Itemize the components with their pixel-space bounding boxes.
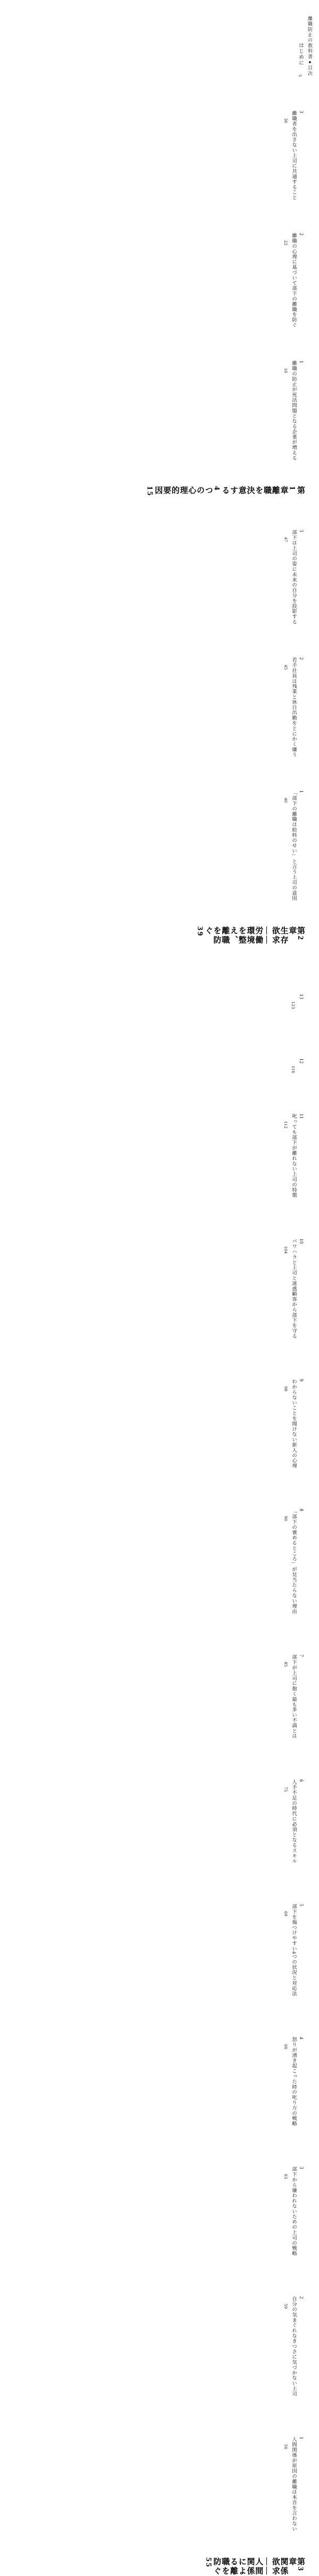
item-number: 5	[298, 1904, 304, 1907]
chapter-2-label: 第2章	[288, 926, 305, 941]
toc-item	[290, 1009, 304, 1073]
chapter-1-name: 離職を決意する4つの心理的要因	[154, 486, 280, 496]
item-number: 1	[298, 2437, 304, 2440]
item-text: 人間関係が原因の離職は本音を言わない	[291, 2437, 297, 2532]
item-number: 13	[298, 994, 304, 1000]
chapter-block-1	[140, 78, 304, 497]
item-text: 「部下の褒めるところ」が見当たらない理由	[291, 1509, 297, 1615]
chapter-1-page: 15	[145, 486, 154, 497]
item-number: 3	[298, 530, 304, 533]
item-text: 叱っても部下が離れない上司の特徴	[291, 1114, 297, 1198]
chapter-3-page: 55	[204, 2557, 213, 2568]
item-page: 40	[283, 798, 289, 804]
item-page: 90	[283, 1516, 289, 1522]
item-number: 9	[298, 1378, 304, 1382]
item-page: 63	[283, 2173, 289, 2179]
chapter-1-items	[279, 78, 304, 461]
item-text: 怒りが湧き起こった時の叱り方の戦略	[291, 2036, 297, 2126]
item-page: 69	[283, 1911, 289, 1917]
item-text: わからないことを聞けない新人の心理	[291, 1378, 297, 1469]
toc-item	[282, 1739, 304, 1863]
chapter-2-page: 39	[196, 926, 204, 938]
item-number: 3	[298, 2166, 304, 2170]
item-page: 30	[283, 118, 289, 123]
item-page: 85	[283, 1662, 289, 1668]
item-page: 66	[283, 2044, 289, 2050]
chapter-2-name: 生存欲求——労働環境を整え、離職を防ぐ	[204, 926, 288, 946]
item-number: 3	[298, 110, 304, 113]
item-number: 6	[298, 1779, 304, 1782]
item-number: 11	[298, 1114, 304, 1119]
item-page: 116	[291, 1066, 297, 1074]
item-page: 59	[283, 2304, 289, 2310]
toc-item	[282, 1614, 304, 1738]
toc-item	[282, 497, 304, 624]
running-header: 離職防止の教科書●目次	[307, 16, 313, 77]
item-number: 10	[298, 1238, 304, 1244]
item-page: 75	[283, 1786, 289, 1792]
item-page: 98	[283, 1386, 289, 1392]
item-text: 自分の気まぐれなきつさに気づかない上司	[291, 2296, 297, 2397]
item-number: 1	[298, 361, 304, 364]
item-number: 2	[298, 232, 304, 236]
toc-item	[282, 328, 304, 461]
item-page: 47	[283, 537, 289, 542]
item-number: 7	[298, 1654, 304, 1658]
toc-item	[282, 78, 304, 200]
toc-intro-page: 5	[298, 74, 303, 78]
item-text: 若手社員は残業と休日出勤をとにかく嫌う	[291, 657, 297, 758]
toc-item	[282, 1468, 304, 1614]
chapter-1-label: 第1章	[279, 486, 305, 496]
item-number: 8	[298, 1509, 304, 1512]
item-page: 123	[291, 1001, 297, 1010]
item-number: 4	[298, 2036, 304, 2039]
toc-item	[290, 945, 304, 1009]
item-page: 56	[283, 2444, 289, 2450]
item-text: 部下を傷つけやすい4つの状況と対応法	[291, 1904, 297, 1996]
toc-intro-label: はじめに	[298, 43, 304, 66]
toc-item	[282, 1339, 304, 1468]
item-page: 112	[283, 1121, 289, 1129]
chapter-1-title	[145, 461, 304, 497]
item-text: 離職の防止が死活問題となる企業が増える	[291, 361, 297, 461]
item-text: 部下から嫌われないための上司の戦略	[291, 2166, 297, 2256]
chapter-block-2	[190, 497, 304, 945]
toc-item	[282, 757, 304, 901]
toc-item	[282, 2396, 304, 2531]
toc-item	[282, 200, 304, 328]
item-text: 離職の心理に基づいて部下の離職を防ぐ	[291, 232, 297, 328]
item-text: 部下は上司の姿に未来の自分を投影する	[291, 530, 297, 625]
item-number: 2	[298, 2296, 304, 2299]
chapter-block-3	[198, 945, 304, 2575]
item-text: パワハラと上司と迷惑顧客から部下を守る	[291, 1238, 297, 1339]
toc-intro	[297, 16, 304, 78]
toc-item	[282, 1198, 304, 1339]
toc-item	[282, 1863, 304, 1996]
toc-item	[282, 1996, 304, 2126]
chapter-3-items	[279, 945, 304, 2531]
item-page: 16	[283, 368, 289, 373]
item-page: 45	[283, 665, 289, 671]
chapter-2-items	[279, 497, 304, 901]
chapter-3-name: 関係欲求——人間関係による離職を防ぐ	[212, 2557, 288, 2576]
item-number: 12	[298, 1058, 304, 1064]
toc-item	[282, 1073, 304, 1198]
chapter-3-title	[204, 2532, 304, 2576]
item-text: 人手不足の時代に必須となるスキル	[291, 1779, 297, 1864]
item-number: 1	[298, 790, 304, 793]
toc-item	[282, 624, 304, 757]
toc-item	[282, 2256, 304, 2396]
item-text: 離職者を出さない上司に共通すること	[291, 110, 297, 200]
item-text: 「部下の離職は給料のせい」と言う上司の意図	[291, 790, 297, 901]
item-number: 2	[298, 657, 304, 660]
chapter-2-title	[195, 901, 304, 945]
item-page: 104	[283, 1245, 289, 1254]
table-of-contents	[140, 16, 305, 2576]
chapter-3-label: 第3章	[288, 2557, 305, 2572]
item-page: 22	[283, 240, 289, 246]
toc-item	[282, 2126, 304, 2256]
item-text: 部下が上司に抱く最も多い不満とは	[291, 1654, 297, 1739]
